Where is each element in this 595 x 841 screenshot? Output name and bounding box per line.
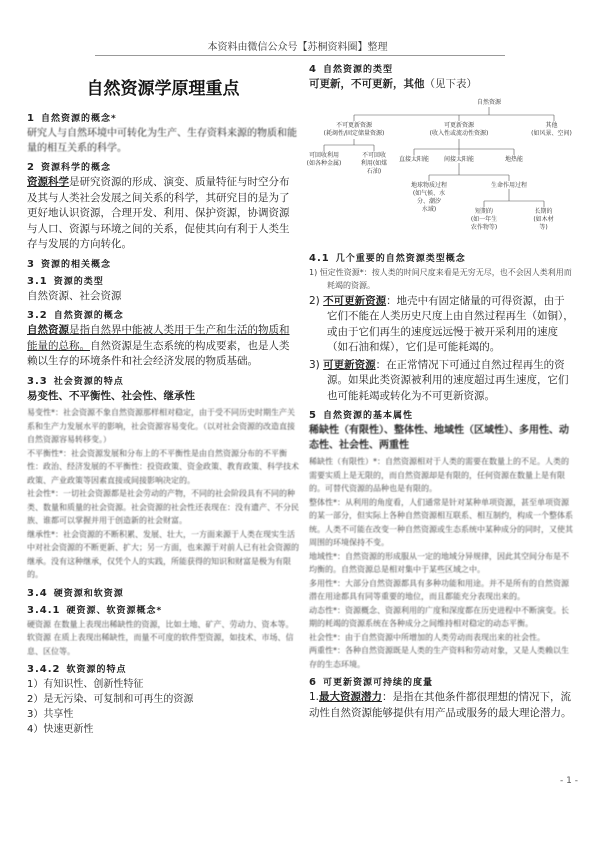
diagram-node: 其他 (如风景、空间) <box>531 121 572 137</box>
resource-type-list <box>309 266 574 405</box>
diagram-node: 长期的 (如木材 等) <box>533 207 554 231</box>
trait-paragraph: 整体性*：从利用的角度看，人们通常是针对某种单项资源，甚至单项资源的某一部分，但实际上各种自然资源相互联系、相互制约，构成一个整体系统。人类不可能在改变一种自然资源或生态系统中某种成分的同时，又使其周围的环境保持不变。 <box>309 497 573 547</box>
section-1-text: 研究人与自然环境中可转化为生产、生存资料来源的物质和能量的相互关系的科学。 <box>27 128 297 154</box>
section-3-4-2-heading: 3.4.2 软资源的特点 <box>27 664 127 675</box>
list-item: 3）共享性 <box>27 709 74 720</box>
trait-paragraph: 易变性*：社会资源不象自然资源那样相对稳定，由于受不同历史时期生产关系和生产力发展水平的影响，社会资源容易变化。（以对社会资源的改造直接自然资源容易转移变。） <box>27 408 295 444</box>
trait-paragraph: 两重性*：各种自然资源既是人类的生产资料和劳动对象，又是人类赖以生存的生态环境。 <box>309 646 569 669</box>
soft-resource-traits-list <box>27 677 299 737</box>
section-3-2-text: 自然资源是指自然界中能被人类用于生产和生活的物质和能量的总称。自然资源是生态系统的构成要素，也是人类赖以生存的环境条件和社会经济发展的物质基础。 <box>27 324 290 367</box>
section-4-1-heading: 4.1 几个重要的自然资源类型概念 <box>309 252 466 264</box>
left-column <box>27 58 299 737</box>
trait-paragraph: 社会性*：由于自然资源中所增加的人类劳动而表现出来的社会性。 <box>309 632 545 642</box>
hard-resource-text: 硬资源 在数量上表现出稀缺性的资源，比如土地、矿产、劳动力、资本等。 <box>27 619 294 629</box>
trait-paragraph: 稀缺性（有限性）*：自然资源相对于人类的需要在数量上的不足。人类的需要实质上是无限的，而自然资源却是有限的，任何资源在数量上是有限的。可替代资源的品种也是有限的。 <box>309 457 569 493</box>
section-6-text: 1.最大资源潜力：是指在其他条件都很理想的情况下，流动性自然资源能够提供有用产品或服务的最大理论潜力。 <box>309 691 572 719</box>
trait-paragraph: 多用性*：大部分自然资源都具有多种功能和用途。并不是所有的自然资源潜在用途都具有同等重要的地位，而且都能充分表现出来的。 <box>309 578 569 601</box>
section-2-heading: 2 资源科学的概念 <box>27 162 111 173</box>
diagram-node: 地热能 <box>504 155 523 163</box>
diagram-node: 生命作用过程 <box>490 181 527 189</box>
diagram-node: 直接太阳能 <box>398 155 429 163</box>
section-3-3-traits: 易变性、不平衡性、社会性、继承性 <box>27 389 195 402</box>
section-3-1-heading: 3.1 资源的类型 <box>27 275 104 287</box>
list-item: 2）是无污染、可复制和可再生的资源 <box>27 694 194 705</box>
section-2-text: 资源科学是研究资源的形成、演变、质量特征与时空分布及其与人类社会发展之间关系的科学，其研究目的是为了更好地认识资源，合理开发、利用、保护资源，协调资源与人口、资源与环境之间的关系，促使其向有利于人类生存与发展的方向转化。 <box>27 176 290 250</box>
section-1-heading: 1 自然资源的概念* <box>27 113 117 124</box>
diagram-node: 间接太阳能 <box>443 155 474 163</box>
page-number: - 1 - <box>560 776 578 786</box>
trait-paragraph: 社会性*：一切社会资源都是社会劳动的产物，不同的社会阶段具有不同的种类、数量和质量的社会资源。社会资源的社会性还表现在：没有遗产、不分民族、谁都可以掌握并用于创造新的社会财富。 <box>27 489 299 525</box>
section-3-3-heading: 3.3 社会资源的特点 <box>27 375 124 387</box>
section-4-heading: 4 自然资源的类型 <box>309 64 393 75</box>
section-3-4-heading: 3.4 硬资源和软资源 <box>27 587 124 599</box>
list-item: 2) 不可更新资源：地壳中有固定储量的可得资源，由于它们不能在人类历史尺度上由自然过程再生（如铜），或由于它们再生的速度远远慢于被开采利用的速度（如石油和煤），它们是可能耗竭的。 <box>309 294 574 353</box>
list-item: 1）有知识性、创新性特征 <box>27 679 144 690</box>
diagram-node: 不可更新资源 (耗竭性/固定储量资源) <box>323 121 385 137</box>
trait-paragraph: 动态性*：资源概念、资源利用的广度和深度都在历史进程中不断演变。长期的耗竭的资源系统在各种成分之间维持相对稳定的动态平衡。 <box>309 605 569 628</box>
diagram-node: 短期的 (如一年生 农作物等) <box>470 207 498 231</box>
section-4-summary: 可更新，不可更新，其他（见下表） <box>309 78 477 90</box>
diagram-node: 不可回收 利用(如煤 石油) <box>360 151 388 175</box>
section-3-2-heading: 3.2 自然资源的概念 <box>27 310 124 321</box>
list-item: 3) 可更新资源：在正常情况下可通过自然过程再生的资源。如果此类资源被利用的速度超过再生速度，它们也可能耗竭或转化为不可更新资源。 <box>309 358 569 402</box>
diagram-root: 自然资源 <box>476 98 501 106</box>
diagram-node: 可更新资源 (收入性或流动性资源) <box>429 121 489 137</box>
trait-paragraph: 不平衡性*：社会资源发展和分布上的不平衡性是由自然资源分布的不平衡性：政治、经济发展的不平衡性：投资政策、资金政策、教育政策、科学技术政策、产业政策等因素直接或间接影响决定的。 <box>27 448 299 485</box>
section-3-1-text: 自然资源、社会资源 <box>27 289 122 302</box>
page-header: 本资料由微信公众号【苏桐资料圈】整理 <box>207 42 388 53</box>
right-column <box>306 58 574 723</box>
document-title: 自然资源学原理重点 <box>86 79 240 99</box>
section-3-heading: 3 资源的相关概念 <box>27 258 111 270</box>
trait-paragraph: 地域性*：自然资源的形成服从一定的地域分异规律，因此其空间分布是不均衡的。自然资源总是相对集中于某些区域之中。 <box>309 551 569 574</box>
header-divider <box>95 55 505 56</box>
diagram-node: 地球物质过程 (如气候、水 分、潮汐 水域) <box>410 181 447 213</box>
section-3-4-1-heading: 3.4.1 硬资源、软资源概念* <box>27 604 163 616</box>
section-6-heading: 6 可更新资源可持续的度量 <box>309 677 433 688</box>
trait-paragraph: 继承性*：社会资源的不断积累、发展、壮大，一方面来源于人类在现实生活中对社会资源的不断更新、扩大；另一方面，也来源于对前人已有社会资源的继承。没有这种继承，仅凭个人的实践，所能获得的知识和财富是极为有限的。 <box>27 529 299 579</box>
section-5-traits: 稀缺性（有限性）、整体性、地域性（区域性）、多用性、动态性、社会性、两重性 <box>309 425 569 451</box>
section-5-heading: 5 自然资源的基本属性 <box>309 410 413 421</box>
soft-resource-text: 软资源 在质上表现出稀缺性，而量不可度的软件型资源，如技术、市场、信息、区位等。 <box>27 633 294 656</box>
resource-classification-diagram <box>306 97 574 247</box>
diagram-node: 可回收利用 (如各种金属) <box>306 151 342 167</box>
list-item: 1) 恒定性资源*：按人类的时间尺度来看是无穷无尽，也不会因人类利用而耗竭的资源。 <box>309 267 572 290</box>
list-item: 4）快速更新性 <box>27 724 94 735</box>
